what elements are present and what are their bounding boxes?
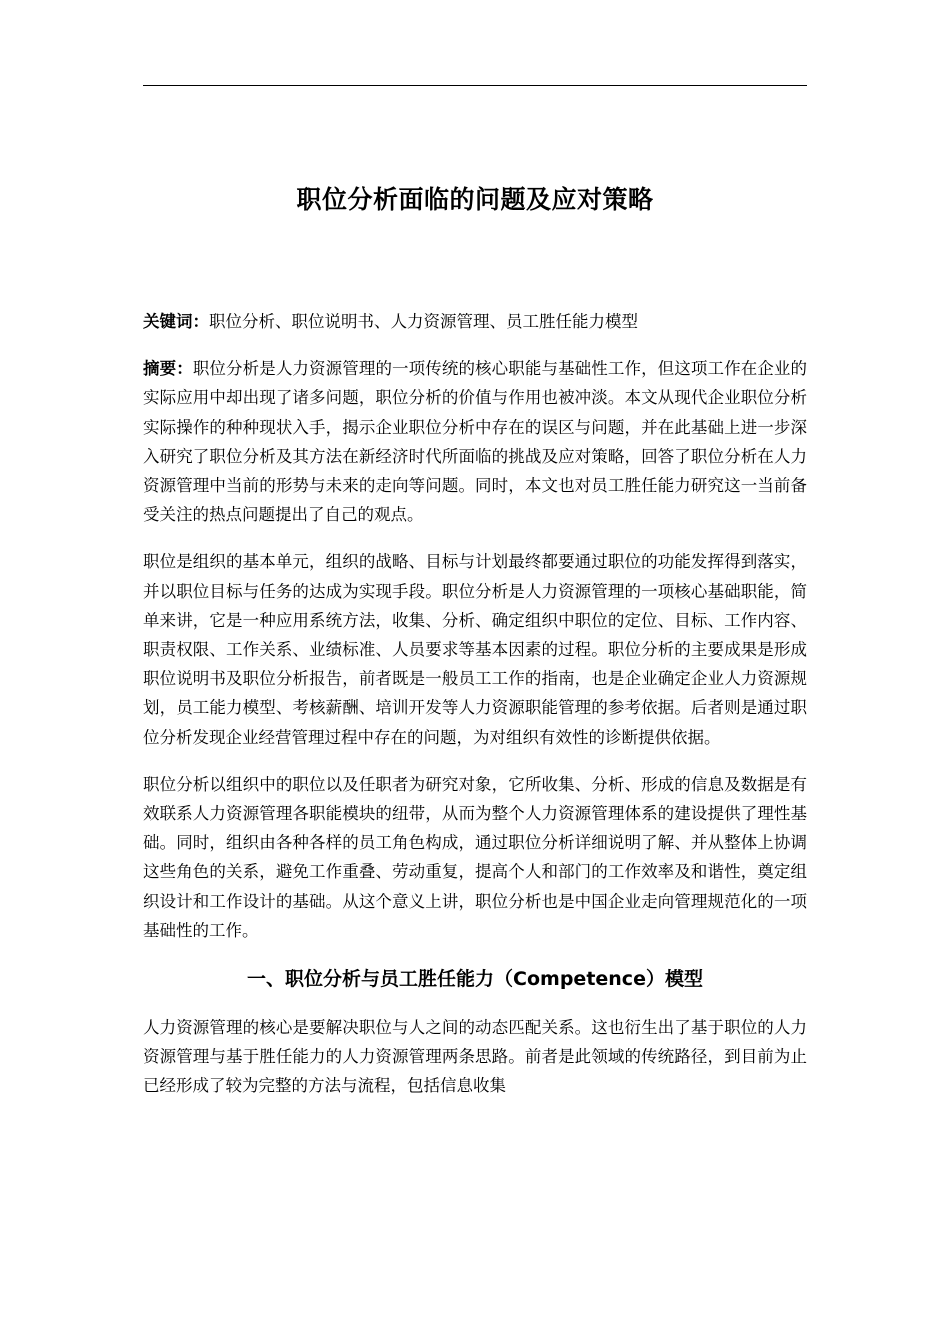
abstract-text: 职位分析是人力资源管理的一项传统的核心职能与基础性工作，但这项工作在企业的实际应用中却出现了诸多问题，职位分析的价值与作用也被冲淡。本文从现代企业职位分析实际操作的种种现状入手，揭示企业职位分析中存在的误区与问题，并在此基础上进一步深入研究了职位分析及其方法在新经济时代所面临的挑战及应对策略，回答了职位分析在人力资源管理中当前的形势与未来的走向等问题。同时，本文也对员工胜任能力研究这一当前备受关注的热点问题提出了自己的观点。 (143, 359, 808, 525)
header-rule (143, 85, 807, 86)
document-body (143, 180, 807, 1119)
document-title: 职位分析面临的问题及应对策略 (296, 185, 654, 214)
abstract-label: 摘要： (143, 359, 193, 379)
body-paragraph: 职位是组织的基本单元，组织的战略、目标与计划最终都要通过职位的功能发挥得到落实，并以职位目标与任务的达成为实现手段。职位分析是人力资源管理的一项核心基础职能，简单来讲，它是一种应用系统方法，收集、分析、确定组织中职位的定位、目标、工作内容、职责权限、工作关系、业绩标准、人员要求等基本因素的过程。职位分析的主要成果是形成职位说明书及职位分析报告，前者既是一般员工工作的指南，也是企业确定企业人力资源规划，员工能力模型、考核薪酬、培训开发等人力资源职能管理的参考依据。后者则是通过职位分析发现企业经营管理过程中存在的问题，为对组织有效性的诊断提供依据。 (143, 552, 807, 747)
keywords-label: 关键词： (143, 312, 209, 331)
section-paragraph: 人力资源管理的核心是要解决职位与人之间的动态匹配关系。这也衍生出了基于职位的人力资源管理与基于胜任能力的人力资源管理两条思路。前者是此领域的传统路径，到目前为止已经形成了较为完整的方法与流程，包括信息收集 (143, 1018, 807, 1096)
body-paragraph: 职位分析以组织中的职位以及任职者为研究对象，它所收集、分析、形成的信息及数据是有效联系人力资源管理各职能模块的纽带，从而为整个人力资源管理体系的建设提供了理性基础。同时，组织由各种各样的员工角色构成，通过职位分析详细说明了解、并从整体上协调这些角色的关系，避免工作重叠、劳动重复，提高个人和部门的工作效率及和谐性，奠定组织设计和工作设计的基础。从这个意义上讲，职位分析也是中国企业走向管理规范化的一项基础性的工作。 (143, 774, 807, 940)
keywords-paragraph (143, 307, 807, 336)
section-heading: 一、职位分析与员工胜任能力（Competence）模型 (247, 968, 703, 991)
abstract-paragraph (143, 354, 807, 529)
keywords-text: 职位分析、职位说明书、人力资源管理、员工胜任能力模型 (209, 312, 638, 331)
